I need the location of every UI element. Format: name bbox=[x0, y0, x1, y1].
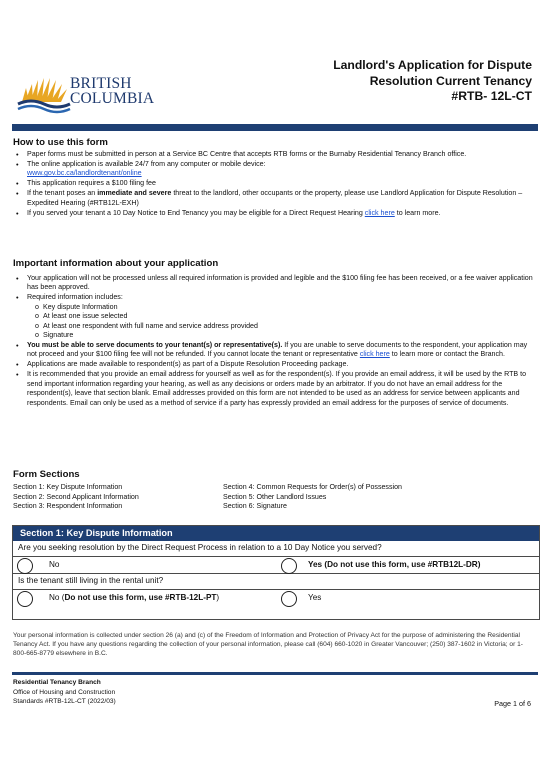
direct-request-no-radio[interactable] bbox=[17, 558, 33, 574]
section-2-label: Section 2: Second Applicant Information bbox=[13, 492, 139, 501]
tenant-living-answers bbox=[13, 590, 539, 607]
sublist-item: o Key dispute Information bbox=[27, 303, 535, 312]
direct-request-answers bbox=[13, 557, 539, 575]
section-5-label: Section 5: Other Landlord Issues bbox=[223, 492, 327, 501]
direct-request-yes-label: Yes (Do not use this form, use #RTB12L-DR) bbox=[308, 559, 481, 569]
title-line2: Resolution Current Tenancy bbox=[369, 73, 532, 88]
section-1-label: Section 1: Key Dispute Information bbox=[13, 483, 123, 491]
locate-tenant-link[interactable]: click here bbox=[359, 350, 390, 359]
item4-post: threat to the landlord, other occupants or the property, please use Landlord Application for Dispute Resolution – Expedited Hearing (#RTB12L-EXH) bbox=[27, 189, 523, 207]
important-item-3-post: to learn more or contact the Branch. bbox=[389, 350, 505, 359]
form-title bbox=[333, 58, 532, 105]
serve-documents-bold: You must be able to serve documents to your tenant(s) or representative(s). bbox=[27, 341, 283, 350]
important-item-5: It is recommended that you provide an email address for yourself as well as for the respondent(s). If you provide an email address, it will be used by the RTB to send important information regarding your hearing, as well as any decisions or orders made by an arbitrator. If you do not have an email address for the respondent(s), leave that section blank. Email addresses provided on this form are not intended to be used as an address for service between applicants and respondents. Email can only be used as a method of service if a party has expressly provided an email address for the purposes of service of documents. bbox=[27, 370, 527, 407]
no-bold: Do not use this form, use #RTB-12L-PT bbox=[64, 592, 217, 602]
item4-pre: If the tenant poses an bbox=[27, 189, 98, 198]
form-number: #RTB- 12L-CT bbox=[451, 89, 532, 103]
list-item bbox=[13, 189, 535, 208]
form-sections-heading: Form Sections bbox=[13, 469, 80, 480]
item5-pre: If you served your tenant a 10 Day Notice to End Tenancy you may be eligible for a Direct Request Hearing bbox=[27, 209, 365, 218]
how-to-heading: How to use this form bbox=[13, 137, 108, 148]
list-item bbox=[13, 179, 535, 188]
online-application-link[interactable]: www.gov.bc.ca/landlordtenant/online bbox=[27, 169, 142, 178]
tenant-living-no-radio[interactable] bbox=[17, 591, 33, 607]
footer-divider bbox=[12, 672, 538, 675]
how-to-item-1: Paper forms must be submitted in person at a Service BC Centre that accepts RTB forms or the Burnaby Residential Tenancy Branch office. bbox=[27, 150, 467, 158]
header-divider bbox=[12, 124, 538, 131]
list-item bbox=[13, 150, 535, 159]
footer-office: Office of Housing and Construction bbox=[13, 688, 116, 696]
important-item-2: Required information includes: bbox=[27, 293, 123, 302]
footer bbox=[13, 678, 116, 707]
logo-line1: BRITISH bbox=[70, 75, 132, 92]
important-item-1: Your application will not be processed unless all required information is provided and legible and the $100 filing fee has been received, or a fee waiver application has been approved. bbox=[27, 274, 533, 292]
logo-line2: COLUMBIA bbox=[70, 90, 155, 107]
section-6-label: Section 6: Signature bbox=[223, 502, 287, 511]
section-1-form bbox=[12, 525, 540, 620]
list-item bbox=[13, 341, 535, 360]
sublist-item: o At least one respondent with full name and service address provided bbox=[27, 322, 535, 331]
sublist-item: o Signature bbox=[27, 331, 535, 340]
no-suffix: ) bbox=[216, 592, 220, 602]
section-4-label: Section 4: Common Requests for Order(s) of Possession bbox=[223, 483, 402, 491]
item5-post: to learn more. bbox=[394, 209, 441, 218]
privacy-notice: Your personal information is collected under section 26 (a) and (c) of the Freedom of Information and Protection of Privacy Act for the purpose of administering the Residential Tenancy Act. If you have any questions regarding the collection of your personal information, please call (604) 660-1020 in Greater Vancouver; (250) 387-1602 in Victoria; or 1-800-665-8779 elsewhere in B.C. bbox=[13, 632, 523, 658]
required-info-sublist bbox=[27, 303, 535, 341]
how-to-list bbox=[13, 150, 535, 219]
important-item-3: If you are unable to serve documents to the respondent, your application may not proceed and your $100 filing fee will not be refunded. If you cannot locate the tenant or representative bbox=[27, 341, 528, 359]
important-item-4: Applications are made available to respondent(s) as part of a Dispute Resolution Proceeding package. bbox=[27, 360, 349, 369]
direct-request-link[interactable]: click here bbox=[364, 209, 395, 218]
direct-request-yes-radio[interactable] bbox=[281, 558, 297, 574]
important-heading: Important information about your application bbox=[13, 258, 219, 269]
no-prefix: No ( bbox=[49, 592, 65, 602]
form-sections-list bbox=[13, 483, 533, 512]
title-line1: Landlord's Application for Dispute bbox=[333, 58, 532, 72]
list-item bbox=[13, 293, 535, 340]
section-1-heading: Section 1: Key Dispute Information bbox=[13, 526, 539, 541]
direct-request-question: Are you seeking resolution by the Direct Request Process in relation to a 10 Day Notice you served? bbox=[13, 541, 539, 557]
important-list bbox=[13, 274, 535, 409]
list-item bbox=[13, 209, 535, 218]
tenant-living-no-label bbox=[49, 590, 219, 607]
tenant-living-yes-radio[interactable] bbox=[281, 591, 297, 607]
footer-standards: Standards #RTB-12L-CT (2022/03) bbox=[13, 698, 116, 706]
list-item bbox=[13, 160, 535, 179]
tenant-living-question: Is the tenant still living in the rental unit? bbox=[13, 574, 539, 590]
how-to-item-3: This application requires a $100 filing fee bbox=[27, 179, 156, 188]
section-3-label: Section 3: Respondent Information bbox=[13, 502, 123, 511]
item4-bold: immediate and severe bbox=[97, 189, 172, 198]
logo-wordmark bbox=[70, 76, 154, 106]
how-to-item-2: The online application is available 24/7 from any computer or mobile device: bbox=[27, 160, 266, 168]
list-item bbox=[13, 274, 535, 293]
sublist-item: o At least one issue selected bbox=[27, 312, 535, 321]
footer-org: Residential Tenancy Branch bbox=[13, 679, 101, 686]
list-item bbox=[13, 360, 535, 369]
direct-request-no-label: No bbox=[49, 559, 60, 569]
list-item bbox=[13, 370, 535, 408]
page-number: Page 1 of 6 bbox=[494, 699, 531, 708]
tenant-living-yes-label: Yes bbox=[308, 592, 322, 602]
